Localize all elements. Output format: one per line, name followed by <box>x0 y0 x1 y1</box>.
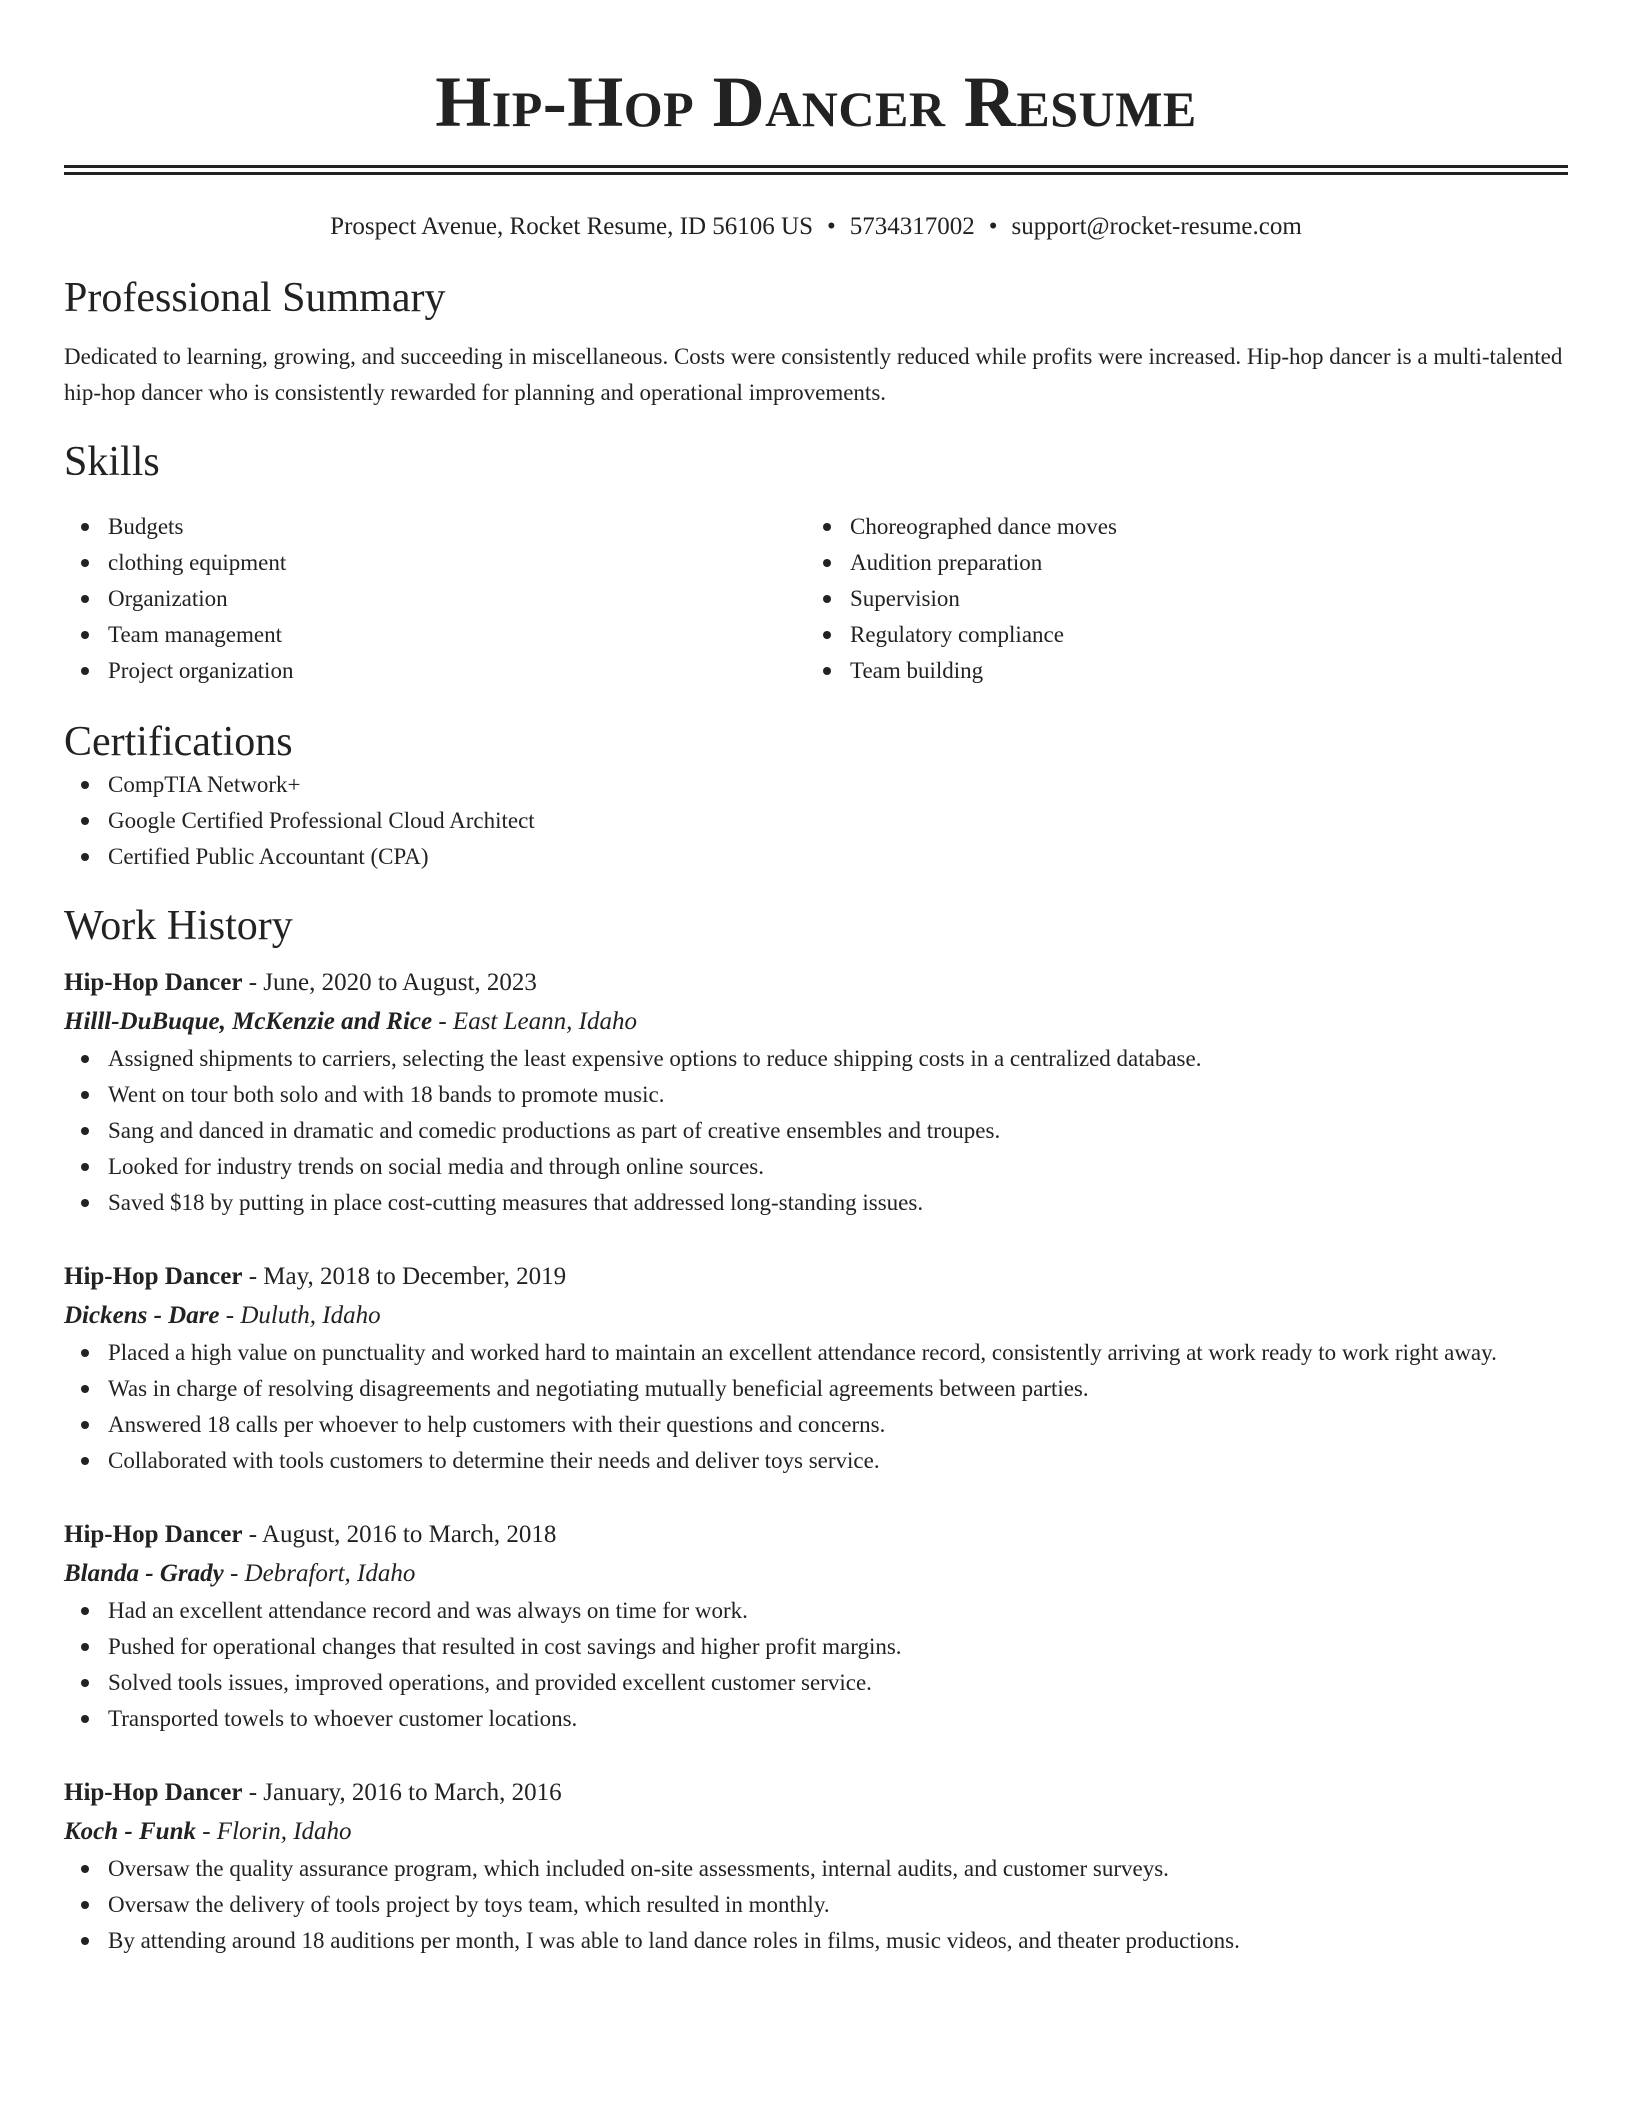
bullet-dot-icon <box>81 817 89 825</box>
bullet-dot-icon <box>81 559 89 567</box>
skills-list-left <box>64 509 806 689</box>
job-bullet <box>64 1665 1568 1701</box>
skill-item <box>806 545 1548 581</box>
job-bullet <box>64 1923 1568 1959</box>
job-location: - East Leann, Idaho <box>432 1008 637 1035</box>
bullet-dot-icon <box>81 1865 89 1873</box>
job-company-line <box>64 1297 1568 1335</box>
bullet-dot-icon <box>81 1607 89 1615</box>
job-bullet <box>64 1851 1568 1887</box>
certification-item <box>64 803 1568 839</box>
skills-column-right <box>806 509 1548 689</box>
bullet-dot-icon <box>823 631 831 639</box>
job-bullet <box>64 1371 1568 1407</box>
job-bullet <box>64 1335 1568 1371</box>
bullet-dot-icon <box>81 1055 89 1063</box>
job-bullets <box>64 1851 1568 1959</box>
job-entry <box>64 1773 1568 1959</box>
job-bullet <box>64 1185 1568 1221</box>
job-bullet <box>64 1407 1568 1443</box>
bullet-dot-icon <box>81 595 89 603</box>
bullet-dot-icon <box>81 1163 89 1171</box>
skill-item <box>806 509 1548 545</box>
skill-item <box>806 581 1548 617</box>
bullet-dot-icon <box>823 667 831 675</box>
contact-separator: • <box>988 213 998 240</box>
skill-item <box>806 617 1548 653</box>
job-bullet <box>64 1629 1568 1665</box>
certification-item-text: Google Certified Professional Cloud Architect <box>108 808 535 833</box>
resume-page <box>64 0 1568 1959</box>
job-entry <box>64 1515 1568 1737</box>
bullet-dot-icon <box>81 523 89 531</box>
skill-item <box>64 653 806 689</box>
resume-title: Hip-Hop Dancer Resume <box>435 62 1197 142</box>
bullet-dot-icon <box>823 595 831 603</box>
job-header <box>64 1257 1568 1297</box>
skill-item-text: Project organization <box>108 658 294 683</box>
job-header <box>64 963 1568 1003</box>
job-bullet <box>64 1443 1568 1479</box>
job-bullets <box>64 1041 1568 1221</box>
job-company-line <box>64 1555 1568 1593</box>
job-title: Hip-Hop Dancer <box>64 1779 243 1806</box>
summary-heading: Professional Summary <box>64 275 446 321</box>
job-location: - Debrafort, Idaho <box>223 1560 416 1587</box>
job-location: - Florin, Idaho <box>195 1818 352 1845</box>
work-history-list <box>64 963 1568 1959</box>
job-bullet <box>64 1593 1568 1629</box>
bullet-dot-icon <box>81 1421 89 1429</box>
bullet-dot-icon <box>81 1937 89 1945</box>
job-bullet-text: Had an excellent attendance record and was always on time for work. <box>108 1598 748 1623</box>
skill-item <box>806 653 1548 689</box>
job-bullets <box>64 1335 1568 1479</box>
bullet-dot-icon <box>81 1679 89 1687</box>
certification-item <box>64 839 1568 875</box>
job-company: Blanda - Grady <box>64 1560 224 1587</box>
job-bullet <box>64 1041 1568 1077</box>
contact-separator: • <box>826 213 836 240</box>
job-bullet-text: Oversaw the delivery of tools project by toys team, which resulted in monthly. <box>108 1892 830 1917</box>
contact-phone: 5734317002 <box>849 213 975 240</box>
certification-item-text: Certified Public Accountant (CPA) <box>108 844 429 869</box>
work-history-heading: Work History <box>64 903 293 949</box>
job-header <box>64 1773 1568 1813</box>
skill-item <box>64 581 806 617</box>
job-bullet-text: Solved tools issues, improved operations, and provided excellent customer service. <box>108 1670 872 1695</box>
bullet-dot-icon <box>81 1715 89 1723</box>
skills-heading: Skills <box>64 439 160 485</box>
bullet-dot-icon <box>81 667 89 675</box>
job-title: Hip-Hop Dancer <box>64 1263 243 1290</box>
skill-item <box>64 545 806 581</box>
skill-item-text: Choreographed dance moves <box>850 514 1117 539</box>
skill-item-text: Team building <box>850 658 984 683</box>
job-company-line <box>64 1813 1568 1851</box>
title-rule-top <box>64 165 1568 168</box>
skill-item <box>64 509 806 545</box>
job-dates: - January, 2016 to March, 2016 <box>242 1779 562 1806</box>
bullet-dot-icon <box>81 853 89 861</box>
certification-item <box>64 767 1568 803</box>
bullet-dot-icon <box>81 1643 89 1651</box>
bullet-dot-icon <box>81 1091 89 1099</box>
job-bullet-text: Went on tour both solo and with 18 bands to promote music. <box>108 1082 665 1107</box>
job-company: Koch - Funk <box>64 1818 196 1845</box>
job-bullet <box>64 1077 1568 1113</box>
skill-item-text: Supervision <box>850 586 960 611</box>
certification-item-text: CompTIA Network+ <box>108 772 301 797</box>
bullet-dot-icon <box>81 781 89 789</box>
bullet-dot-icon <box>81 1199 89 1207</box>
skill-item-text: Regulatory compliance <box>850 622 1064 647</box>
bullet-dot-icon <box>81 1457 89 1465</box>
title-rule-bottom <box>64 172 1568 175</box>
job-bullet-text: By attending around 18 auditions per month, I was able to land dance roles in films, music videos, and theater productions. <box>108 1928 1240 1953</box>
skill-item-text: Team management <box>108 622 283 647</box>
job-bullet-text: Saved $18 by putting in place cost-cutting measures that addressed long-standing issues. <box>108 1190 924 1215</box>
job-bullet-text: Answered 18 calls per whoever to help customers with their questions and concerns. <box>108 1412 886 1437</box>
job-bullet <box>64 1887 1568 1923</box>
job-header <box>64 1515 1568 1555</box>
summary-text: Dedicated to learning, growing, and succeeding in miscellaneous. Costs were consistently reduced while profits were increased. Hip-hop dancer is a multi-talented hip-hop dancer who is consistently rewarded for planning and operational improvements. <box>64 344 1563 405</box>
bullet-dot-icon <box>81 1385 89 1393</box>
bullet-dot-icon <box>81 1349 89 1357</box>
job-bullet <box>64 1701 1568 1737</box>
bullet-dot-icon <box>823 523 831 531</box>
certifications-heading: Certifications <box>64 719 293 765</box>
skill-item-text: Audition preparation <box>850 550 1043 575</box>
job-bullet <box>64 1113 1568 1149</box>
job-company: Hilll-DuBuque, McKenzie and Rice <box>64 1008 433 1035</box>
skill-item <box>64 617 806 653</box>
job-entry <box>64 1257 1568 1479</box>
job-bullet-text: Transported towels to whoever customer locations. <box>108 1706 578 1731</box>
contact-address: Prospect Avenue, Rocket Resume, ID 56106 US <box>330 213 813 240</box>
bullet-dot-icon <box>81 1127 89 1135</box>
skills-grid <box>64 509 1568 689</box>
skills-column-left <box>64 509 806 689</box>
job-company: Dickens - Dare <box>64 1302 220 1329</box>
bullet-dot-icon <box>823 559 831 567</box>
job-bullets <box>64 1593 1568 1737</box>
skill-item-text: Organization <box>108 586 228 611</box>
job-company-line <box>64 1003 1568 1041</box>
job-bullet <box>64 1149 1568 1185</box>
certifications-list <box>64 767 1568 875</box>
contact-line <box>64 212 1568 242</box>
contact-email: support@rocket-resume.com <box>1011 213 1302 240</box>
job-dates: - May, 2018 to December, 2019 <box>242 1263 567 1290</box>
job-bullet-text: Collaborated with tools customers to determine their needs and deliver toys service. <box>108 1448 880 1473</box>
job-dates: - June, 2020 to August, 2023 <box>242 969 537 996</box>
job-bullet-text: Assigned shipments to carriers, selecting the least expensive options to reduce shipping costs in a centralized database. <box>108 1046 1202 1071</box>
job-entry <box>64 963 1568 1221</box>
skill-item-text: clothing equipment <box>108 550 287 575</box>
job-bullet-text: Looked for industry trends on social media and through online sources. <box>108 1154 764 1179</box>
bullet-dot-icon <box>81 1901 89 1909</box>
job-bullet-text: Sang and danced in dramatic and comedic productions as part of creative ensembles and troupes. <box>108 1118 1001 1143</box>
skill-item-text: Budgets <box>108 514 184 539</box>
skills-list-right <box>806 509 1548 689</box>
job-bullet-text: Oversaw the quality assurance program, which included on-site assessments, internal audits, and customer surveys. <box>108 1856 1169 1881</box>
job-title: Hip-Hop Dancer <box>64 969 243 996</box>
job-bullet-text: Was in charge of resolving disagreements and negotiating mutually beneficial agreements between parties. <box>108 1376 1089 1401</box>
job-bullet-text: Placed a high value on punctuality and worked hard to maintain an excellent attendance record, consistently arriving at work ready to work right away. <box>108 1340 1497 1365</box>
job-location: - Duluth, Idaho <box>219 1302 381 1329</box>
bullet-dot-icon <box>81 631 89 639</box>
job-bullet-text: Pushed for operational changes that resulted in cost savings and higher profit margins. <box>108 1634 902 1659</box>
job-dates: - August, 2016 to March, 2018 <box>242 1521 557 1548</box>
job-title: Hip-Hop Dancer <box>64 1521 243 1548</box>
